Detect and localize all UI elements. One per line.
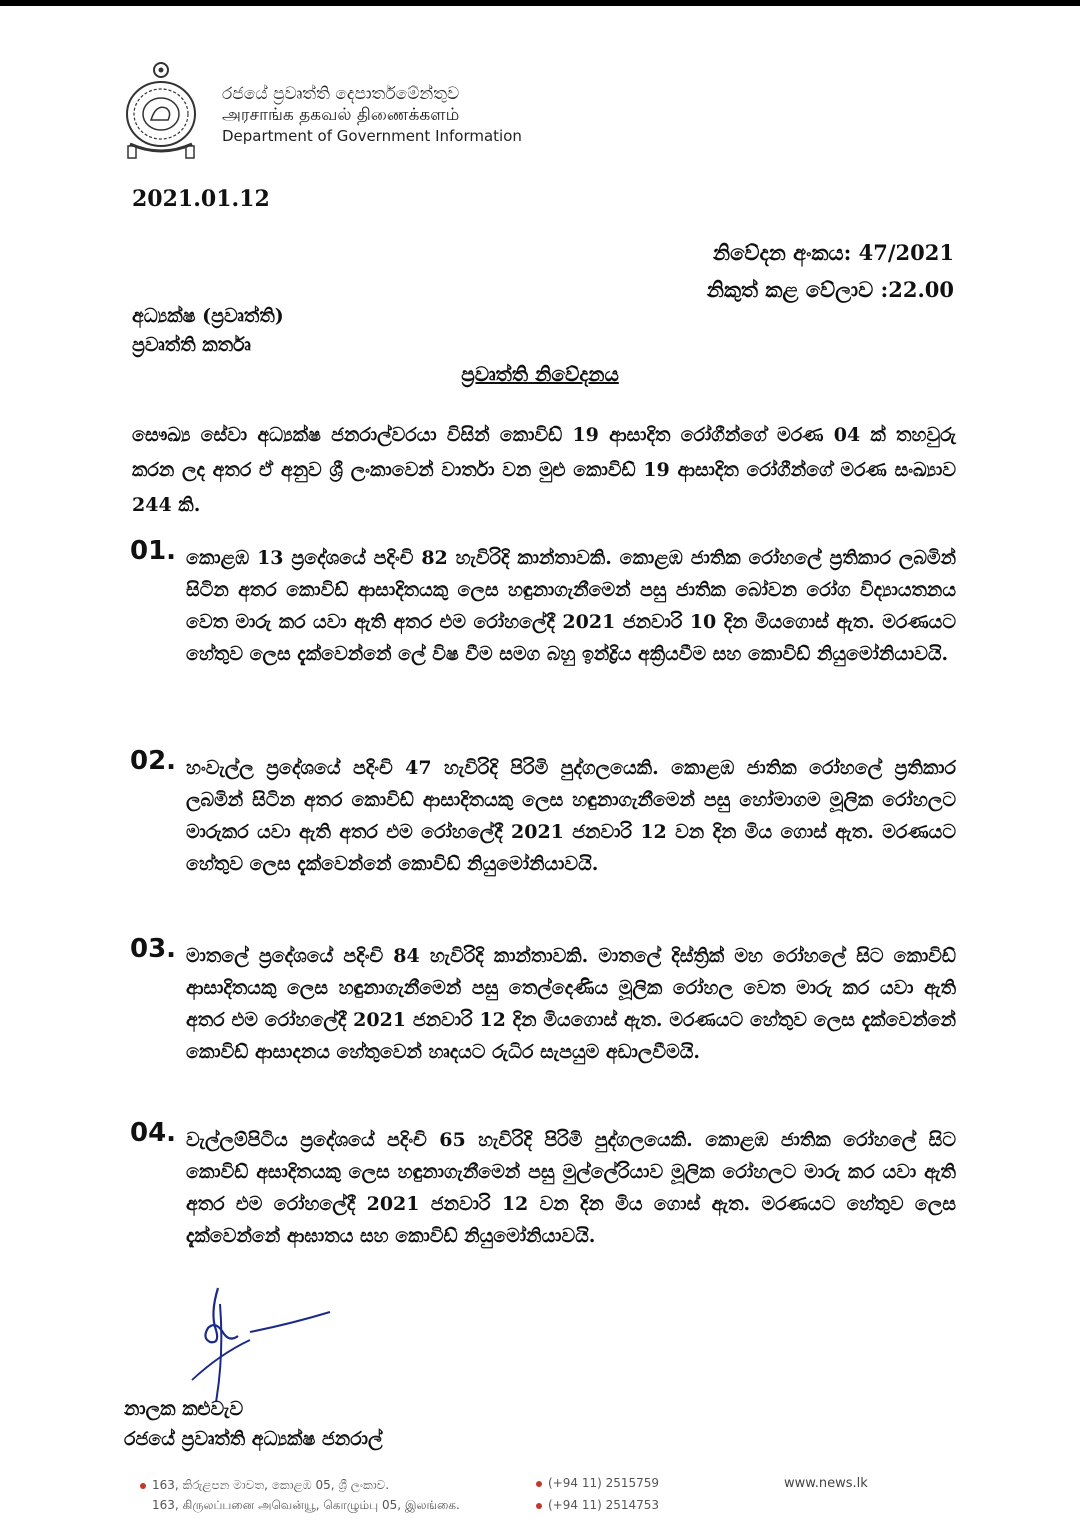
dept-name-sinhala: රජයේ ප්‍රවෘත්ති දෙපාර්තමේන්තුව <box>222 84 460 104</box>
intro-paragraph: සෞඛ්‍ය සේවා අධ්‍යක්ෂ ජනරාල්වරයා විසින් කොවිඩ් 19 ආසාදිත රෝගීන්ගේ මරණ 04 ක් තහවුරු කරන ලද අතර ඒ අනුව ශ්‍රී ලංකාවෙන් වාර්තා වන මුළු කොවිඩ් 19 ආසාදිත රෝගීන්ගේ මරණ සංඛ්‍යාව 244 කි. <box>132 424 956 516</box>
footer-website: www.news.lk <box>784 1476 868 1491</box>
dept-name-english: Department of Government Information <box>222 127 522 145</box>
release-number: නිවේදන අංකය: 47/2021 <box>713 240 954 265</box>
item-number: 03. <box>130 934 177 964</box>
addressee <box>132 302 284 360</box>
dept-name-tamil: அரசாங்க தகவல் திணைக்களம் <box>222 105 460 125</box>
item-text: මාතලේ ප්‍රදේශයේ පදිංචි 84 හැවිරිදි කාන්තාවකි. මාතලේ දිස්ත්‍රික් මහ රෝහලේ සිට කොවිඩ් ආසාදිතයකු ලෙස හඳුනාගැනීමෙන් පසු තෙල්දෙණිය මූලික රෝහල වෙත මාරු කර යවා ඇති අතර එම රෝහලේදී 2021 ජනවාරි 12 දින මියගොස් ඇත. මරණයට හේතුව ලෙස දැක්වෙන්නේ කොවිඩ් ආසාදනය හේතුවෙන් හෘදයට රුධිර සැපයුම අඩාලවීමයි. <box>186 945 956 1063</box>
item-number: 01. <box>130 536 177 566</box>
footer-fax: (+94 11) 2514753 <box>548 1498 660 1512</box>
death-item-4 <box>130 1118 956 1252</box>
footer-address-tamil: 163, கிருலப்பனை அவென்யூ, கொழும்பு 05, இலங்கை. <box>152 1498 460 1512</box>
death-item-1 <box>130 536 956 670</box>
death-item-2 <box>130 746 956 880</box>
item-number: 02. <box>130 746 177 776</box>
signature-image <box>180 1284 360 1410</box>
signatory <box>124 1394 382 1454</box>
footer-phone: (+94 11) 2515759 <box>548 1476 660 1490</box>
item-text: කොළඹ 13 ප්‍රදේශයේ පදිංචි 82 හැවිරිදි කාන්තාවකි. කොළඹ ජාතික රෝහලේ ප්‍රතිකාර ලබමින් සිටින අතර කොවිඩ් ආසාදිතයකු ලෙස හඳුනාගැනීමෙන් පසු ජාතික බෝවන රෝග විද්‍යායතනය වෙත මාරු කර යවා ඇති අතර එම රෝහලේදී 2021 ජනවාරි 10 දින මියගොස් ඇත. මරණයට හේතුව ලෙස දැක්වෙන්නේ ලේ විෂ වීම සමග බහු ඉන්ද්‍රිය අක්‍රියවීම සහ කොවිඩ් නියුමෝනියාවයි. <box>186 547 956 665</box>
national-emblem-icon <box>116 58 206 162</box>
signatory-title: රජයේ ප්‍රවෘත්ති අධ්‍යක්ෂ ජනරාල් <box>124 1428 383 1450</box>
document-heading: ප්‍රවෘත්ති නිවේදනය <box>461 362 619 386</box>
item-number: 04. <box>130 1118 177 1148</box>
top-border <box>0 0 1080 6</box>
footer-address-sinhala: 163, කිරුළපන මාවත, කොළඹ 05, ශ්‍රී ලංකාව. <box>152 1478 390 1492</box>
item-text: හංවැල්ල ප්‍රදේශයේ පදිංචි 47 හැවිරිදි පිරිමි පුද්ගලයෙකි. කොළඹ ජාතික රෝහලේ ප්‍රතිකාර ලබමින් සිටින අතර කොවිඩ් ආසාදිතයකු ලෙස හඳුනාගැනීමෙන් පසු හෝමාගම මූලික රෝහලට මාරුකර යවා ඇති අතර එම රෝහලේදී 2021 ජනවාරි 12 වන දින මිය ගොස් ඇත. මරණයට හේතුව ලෙස දැක්වෙන්නේ කොවිඩ් නියුමෝනියාවයි. <box>186 757 956 875</box>
release-time: නිකුත් කළ වේලාව :22.00 <box>706 277 954 302</box>
release-date: 2021.01.12 <box>132 186 270 212</box>
fax-icon <box>536 1503 542 1509</box>
addressee-line-2: ප්‍රවෘත්ති කර්තෘ <box>132 334 251 356</box>
bullet-icon <box>140 1483 146 1489</box>
signatory-name: නාලක කළුවැව <box>124 1398 244 1420</box>
item-text: වැල්ලම්පිටිය ප්‍රදේශයේ පදිංචි 65 හැවිරිදි පිරිමි පුද්ගලයෙකි. කොළඹ ජාතික රෝහලේ සිට කොවිඩ් අසාදිතයකු ලෙස හඳුනාගැනීමෙන් පසු මුල්ලේරියාව මූලික රෝහලට මාරු කර යවා ඇති අතර එම රෝහලේදී 2021 ජනවාරි 12 වන දින මිය ගොස් ඇත. මරණයට හේතුව ලෙස දැක්වෙන්නේ ආඝාතය සහ කොවිඩ් නියුමෝනියාවයි. <box>186 1129 956 1247</box>
death-item-3 <box>130 934 956 1068</box>
release-meta <box>707 234 954 308</box>
addressee-line-1: අධ්‍යක්ෂ (ප්‍රවෘත්ති) <box>132 305 284 327</box>
department-name <box>222 84 522 147</box>
phone-icon <box>536 1481 542 1487</box>
letterhead-footer <box>0 1468 1080 1530</box>
